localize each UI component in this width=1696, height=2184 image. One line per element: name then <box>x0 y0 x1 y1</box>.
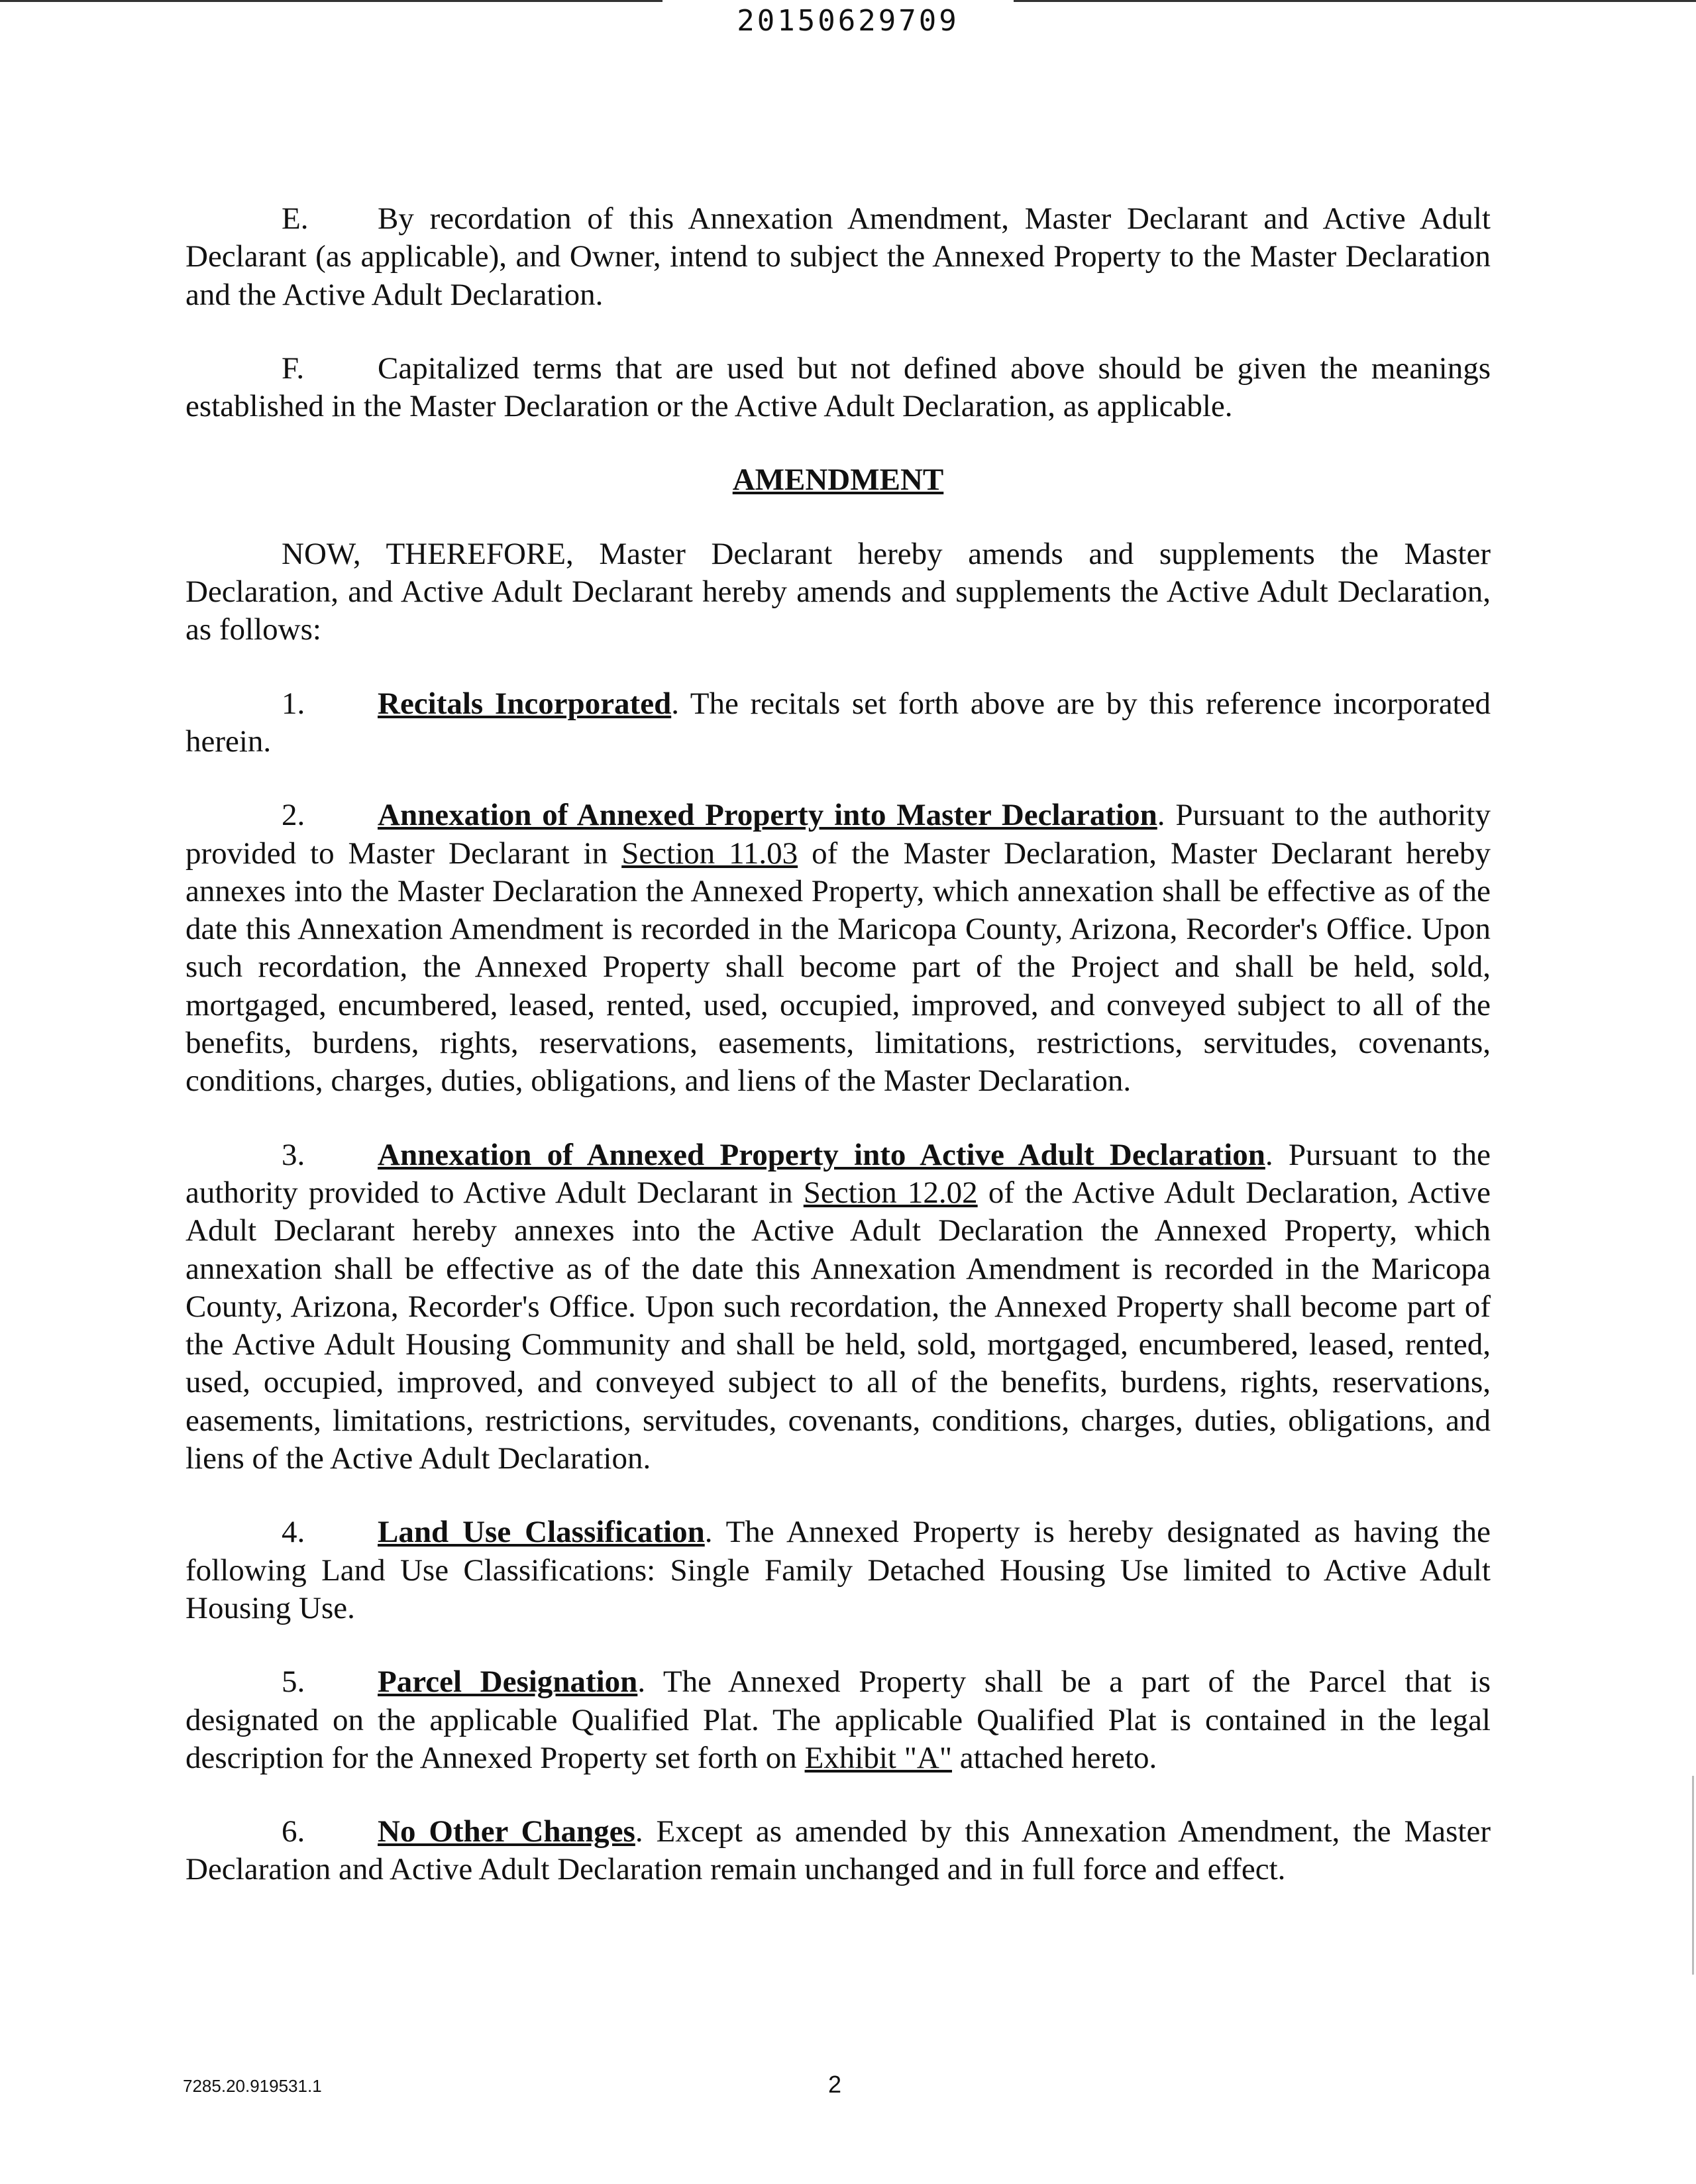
scan-edge-mark <box>1692 1776 1694 1975</box>
section-2-heading: Annexation of Annexed Property into Master Declaration <box>378 798 1157 833</box>
section-5 <box>186 1663 1491 1777</box>
section-5-text-b: attached hereto. <box>952 1740 1157 1775</box>
section-6-heading: No Other Changes <box>378 1814 635 1849</box>
section-1-text: . The recitals set forth above are by this reference incorporated herein. <box>186 686 1491 759</box>
section-2-text-b: of the Master Declaration, Master Declarant hereby annexes into the Master Declaration the Annexed Property, which annexation shall be effective as of the date this Annexation Amendment is recorded in the Maricopa County, Arizona, Recorder's Office. Upon such recordation, the Annexed Property shall become part of the Project and shall be held, sold, mortgaged, encumbered, leased, rented, used, occupied, improved, and conveyed subject to all of the benefits, burdens, rights, reservations, easements, limitations, restrictions, servitudes, covenants, conditions, charges, duties, obligations, and liens of the Master Declaration. <box>186 836 1491 1099</box>
section-3-number: 3. <box>282 1137 305 1172</box>
recital-f-text: Capitalized terms that are used but not defined above should be given the meanings established in the Master Declaration or the Active Adult Declaration, as applicable. <box>186 351 1491 424</box>
recording-number: 20150629709 <box>737 4 959 38</box>
section-2-text-a: . Pursuant to the authority provided to Master Declarant in <box>186 798 1491 871</box>
section-3-reference: Section 12.02 <box>803 1175 978 1210</box>
section-3-text-b: of the Active Adult Declaration, Active Adult Declarant hereby annexes into the Active Adult Declaration the Annexed Property, which annexation shall be effective as of the date this Annexation Amendment is recorded in the Maricopa County, Arizona, Recorder's Office. Upon such recordation, the Annexed Property shall become part of the Active Adult Housing Community and shall be held, sold, mortgaged, encumbered, leased, rented, used, occupied, improved, and conveyed subject to all of the benefits, burdens, rights, reservations, easements, limitations, restrictions, servitudes, covenants, conditions, charges, duties, obligations, and liens of the Active Adult Declaration. <box>186 1175 1491 1476</box>
footer-document-code: 7285.20.919531.1 <box>183 2076 322 2096</box>
recital-f-label: F. <box>282 351 305 386</box>
recital-e <box>186 200 1491 314</box>
section-4-heading: Land Use Classification <box>378 1515 705 1550</box>
section-1-number: 1. <box>282 686 305 721</box>
section-3-text-a: . Pursuant to the authority provided to Active Adult Declarant in <box>186 1137 1491 1210</box>
section-1 <box>186 685 1491 761</box>
section-5-number: 5. <box>282 1665 305 1700</box>
page-number: 2 <box>827 2071 842 2098</box>
recital-e-label: E. <box>282 201 309 236</box>
section-6 <box>186 1813 1491 1889</box>
section-4-number: 4. <box>282 1515 305 1550</box>
amendment-intro: NOW, THEREFORE, Master Declarant hereby amends and supplements the Master Declaration, and Active Adult Declarant hereby amends and supplements the Active Adult Declaration, as follows: <box>186 536 1491 647</box>
recital-f <box>186 350 1491 426</box>
amendment-title: AMENDMENT <box>732 463 944 498</box>
section-3 <box>186 1136 1491 1478</box>
section-2-number: 2. <box>282 798 305 833</box>
document-body <box>186 200 1491 1889</box>
section-5-text-a: . The Annexed Property shall be a part of the Parcel that is designated on the applicable Qualified Plat. The applicable Qualified Plat is contained in the legal description for the Annexed Property set forth on <box>186 1665 1491 1775</box>
section-6-number: 6. <box>282 1814 305 1849</box>
section-3-heading: Annexation of Annexed Property into Active Adult Declaration <box>378 1137 1265 1172</box>
section-5-reference: Exhibit "A" <box>804 1740 953 1775</box>
section-2 <box>186 796 1491 1100</box>
section-4 <box>186 1513 1491 1627</box>
section-1-heading: Recitals Incorporated <box>378 686 672 721</box>
recital-e-text: By recordation of this Annexation Amendment, Master Declarant and Active Adult Declarant (as applicable), and Owner, intend to subject the Annexed Property to the Master Declaration and the Active Adult Declaration. <box>186 201 1491 312</box>
section-6-text: . Except as amended by this Annexation Amendment, the Master Declaration and Active Adult Declaration remain unchanged and in full force and effect. <box>186 1814 1491 1887</box>
section-2-reference: Section 11.03 <box>621 836 798 871</box>
section-5-heading: Parcel Designation <box>378 1665 638 1700</box>
section-4-text: . The Annexed Property is hereby designated as having the following Land Use Classifications: Single Family Detached Housing Use limited to Active Adult Housing Use. <box>186 1515 1491 1625</box>
